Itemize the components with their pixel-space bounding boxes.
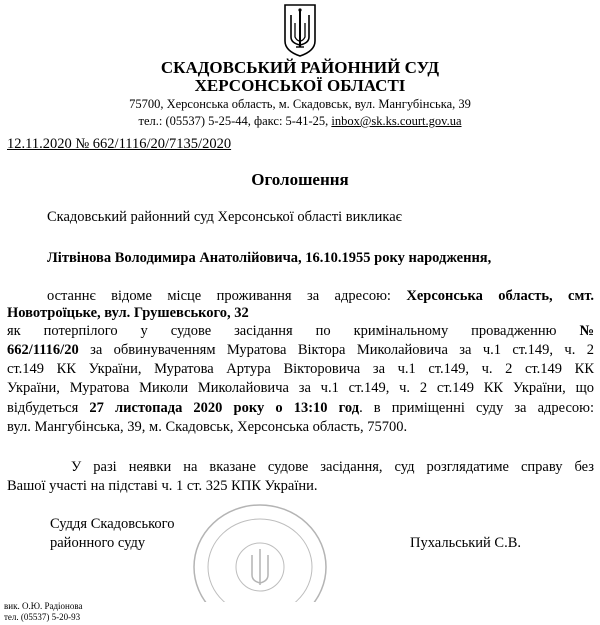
- executor-phone: тел. (05537) 5-20-93: [4, 612, 81, 622]
- contacts-text: тел.: (05537) 5-25-44, факс: 5-41-25,: [138, 114, 332, 128]
- residence-address-part2: Новотроїцьке, вул. Грушевського, 32: [7, 305, 249, 321]
- residence-line1: [47, 288, 594, 305]
- body-line-4: [7, 323, 594, 340]
- court-address: 75700, Херсонська область, м. Скадовськ, вул. Мангубінська, 39: [129, 97, 471, 111]
- body-line-6: ст.149 КК України, Муратова Артура Вікторовича за ч.1 ст.149, ч. 2 ст.149 КК: [7, 361, 594, 377]
- warning-line1: У разі неявки на вказане судове засідання, суд розглядатиме справу без: [71, 459, 594, 475]
- body-line-7: України, Муратова Миколи Миколайовича за ч.1 ст.149, ч. 2 ст.149 КК України, що: [7, 380, 594, 396]
- coat-of-arms-icon: [283, 3, 317, 57]
- residence-address-part1: Херсонська область, смт.: [406, 288, 594, 304]
- intro-text: Скадовський районний суд Херсонської області викликає: [47, 209, 402, 225]
- warning-line2: Вашої участі на підставі ч. 1 ст. 325 КПК України.: [7, 478, 318, 494]
- body-line-8: [7, 400, 594, 417]
- body-line-9: вул. Мангубінська, 39, м. Скадовськ, Херсонська область, 75700.: [7, 419, 408, 435]
- email-link[interactable]: inbox@sk.ks.court.gov.ua: [331, 114, 462, 128]
- proceeding-text: як потерпілого у судове засідання по кримінальному провадженню: [7, 323, 557, 339]
- document-reference: 12.11.2020 № 662/1116/20/7135/2020: [7, 136, 232, 152]
- hearing-suffix: . в приміщенні суду за адресою:: [359, 400, 594, 416]
- number-sign: №: [579, 323, 595, 339]
- court-name-line1: СКАДОВСЬКИЙ РАЙОННИЙ СУД: [160, 58, 440, 77]
- court-seal-stamp: [190, 497, 330, 602]
- hearing-datetime: 27 листопада 2020 року о 13:10 год: [89, 400, 360, 416]
- summoned-person: Літвінова Володимира Анатолійовича, 16.10.1955 року народження,: [47, 250, 492, 266]
- body-line-5: [7, 342, 594, 359]
- case-number: 662/1116/20: [7, 342, 79, 358]
- judge-name: Пухальський С.В.: [410, 535, 522, 551]
- residence-prefix: останнє відоме місце проживання за адресою:: [47, 288, 391, 304]
- accusation-text: за обвинуваченням Муратова Віктора Миколайовича за ч.1 ст.149, ч. 2: [78, 342, 594, 358]
- signature-position-line1: Суддя Скадовського: [50, 516, 175, 532]
- court-contacts: [0, 114, 600, 129]
- hearing-prefix: відбудеться: [7, 400, 90, 416]
- document-title: Оголошення: [251, 170, 349, 189]
- signature-position-line2: районного суду: [50, 535, 146, 551]
- court-name-line2: ХЕРСОНСЬКОЇ ОБЛАСТІ: [194, 76, 406, 95]
- executor-name: вик. О.Ю. Радіонова: [4, 601, 83, 611]
